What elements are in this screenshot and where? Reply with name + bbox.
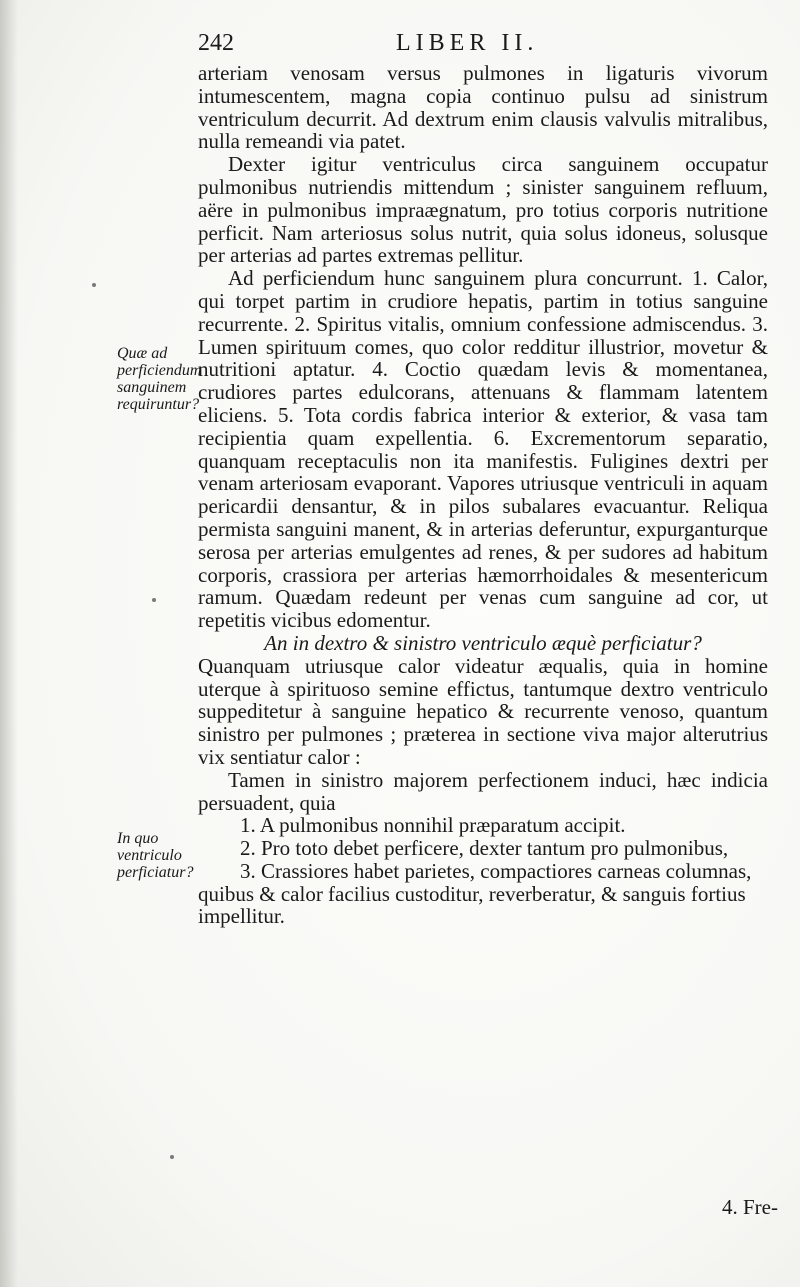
marginal-note: Quæ ad perficiendum sanguinem requiruntur? <box>117 345 202 413</box>
ink-speck <box>170 1155 174 1159</box>
list-item: 3. Crassiores habet parietes, compactiores carneas columnas, quibus & calor facilius custoditur, reverberatur, & sanguis fortius impellitur. <box>198 858 752 929</box>
list-item: 2. Pro toto debet perficere, dexter tantum pro pulmonibus, <box>240 836 729 861</box>
paragraph: Tamen in sinistro majorem perfectionem induci, hæc indicia persuadent, quia <box>198 767 768 815</box>
page-gutter-shadow <box>0 0 18 1287</box>
page-number: 242 <box>198 30 234 56</box>
marginal-note: In quo ventriculo perficiatur? <box>117 830 194 881</box>
paragraph: Ad perficiendum hunc sanguinem plura concurrunt. 1. Calor, qui torpet partim in crudiore hepatis, partim in totius sanguine recurrente. 2. Spiritus vitalis, omnium confessione admiscendus. 3. Lumen spirituum comes, quo color redditur illustrior, movetur & nutritioni aptatur. 4. Coctio quædam levis & momentanea, crudiores partes edulcorans, attenuans & flammam latentem eliciens. 5. Tota cordis fabrica interior & exterior, & vasa tam recipientia quam expellentia. 6. Excrementorum separatio, quanquam receptaculis non ita manifestis. Fuligines dextri per venam arteriosam evaporant. Vapores utriusque ventriculi in aquam pericardii densantur, & in pilos subalares evacuantur. Reliqua permista sanguini manent, & in arterias deferuntur, expurganturque serosa per arterias emulgentes ad renes, & per sudores ad habitum corporis, crassiora per arterias hæmorrhoidales & mesentericum ramum. Quædam redeunt per venas cum sanguine ad cor, ut repetitis vicibus edomentur. <box>198 266 768 633</box>
ink-speck <box>152 598 156 602</box>
list-item: 1. A pulmonibus nonnihil præparatum accipit. <box>240 813 626 838</box>
paragraph: arteriam venosam versus pulmones in ligaturis vivorum intumescentem, magna copia continuo pulsu ad sinistrum ventriculum decurrit. Ad dextrum enim clausis valvulis mitralibus, nulla remeandi via patet. <box>198 61 768 154</box>
paragraph: Quanquam utriusque calor videatur æqualis, quia in homine uterque à spirituoso semine effictus, tantumque dextro ventriculo suppeditetur à sanguine hepatico & recurrente venoso, quantum sinistro per pulmones ; præterea in sectione viva major alterutrius vix sentiatur calor : <box>198 653 768 769</box>
body-text <box>198 62 768 928</box>
running-title: LIBER II. <box>396 30 539 56</box>
catchword: 4. Fre- <box>722 1195 778 1219</box>
ink-speck <box>92 283 96 287</box>
paragraph: Dexter igitur ventriculus circa sanguinem occupatur pulmonibus nutriendis mittendum ; sinister sanguinem refluum, aëre in pulmonibus impraægnatum, pro totius corporis nutritione perficit. Nam arteriosus solus nutrit, quia solus idoneus, solusque per arterias ad partes extremas pellitur. <box>198 152 768 268</box>
section-subheading: An in dextro & sinistro ventriculo æquè perficiatur? <box>264 630 702 655</box>
